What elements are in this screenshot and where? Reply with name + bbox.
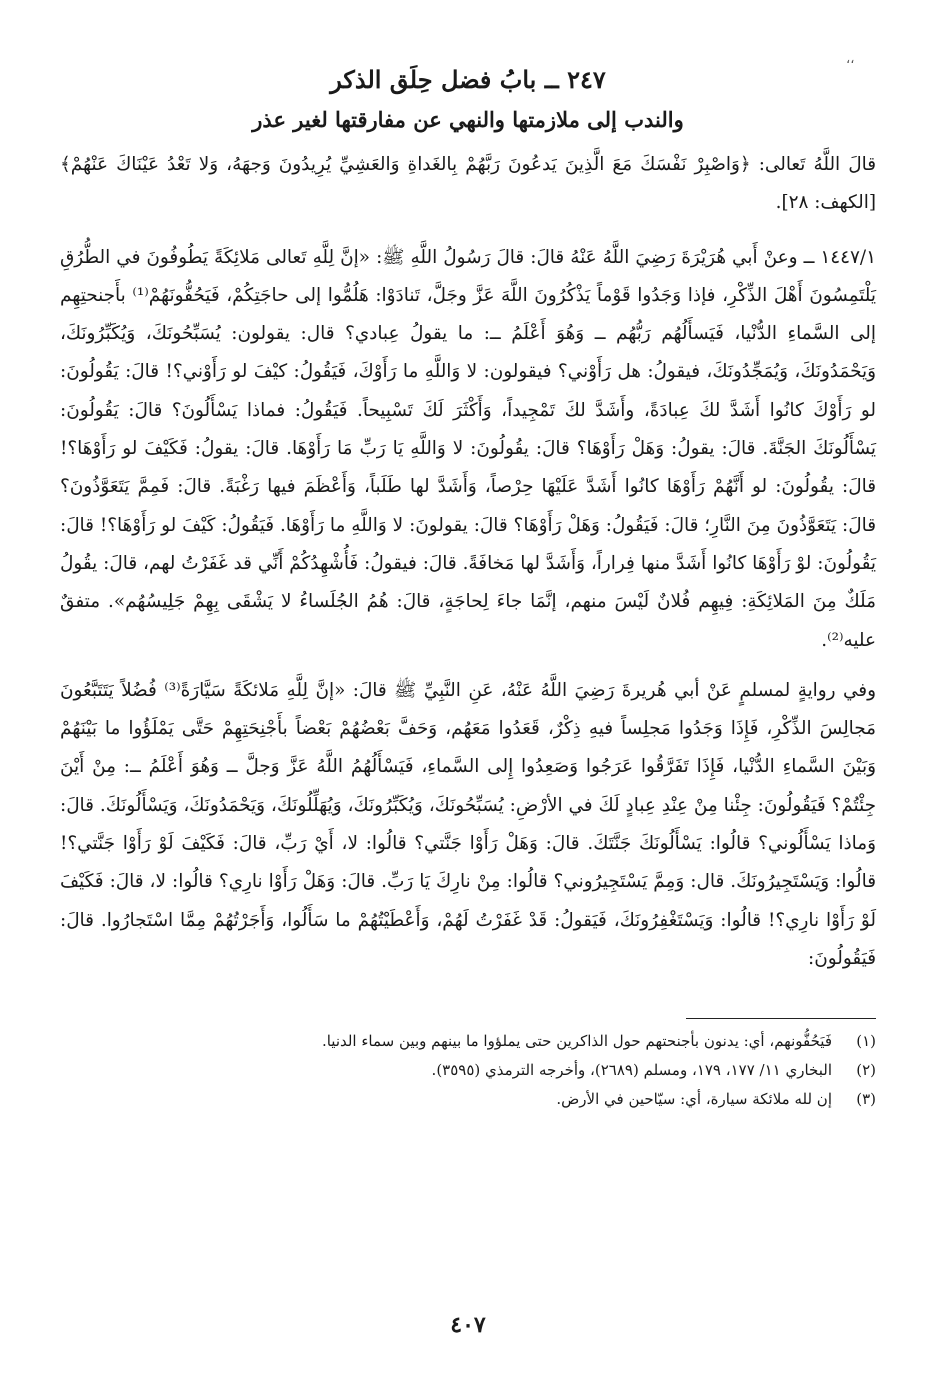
footnote-text: فَيَحُفُّونهم، أي: يدنون بأجنحتهم حول الذاكرين حتى يملؤوا ما بينهم وبين سماء الدنيا. xyxy=(321,1032,832,1051)
footnote-text: البخاري ١١/ ١٧٧، ١٧٩، ومسلم (٢٦٨٩)، وأخرجه الترمذي (٣٥٩٥). xyxy=(431,1061,832,1080)
corner-mark: ،، xyxy=(846,52,855,67)
footnote-divider xyxy=(686,1018,876,1019)
footnote-text: إن لله ملائكة سيارة، أي: سيّاحين في الأرض. xyxy=(556,1090,832,1109)
footnote-2 xyxy=(60,1056,876,1085)
footnote-1 xyxy=(60,1027,876,1056)
muslim-narration-paragraph: وفي روايةٍ لمسلمٍ عَنْ أبي هُريرةَ رَضِيَ اللَّهُ عَنْهُ، عَنِ النَّبِيِّ ﷺ قالَ: «إنَّ لِلَّهِ مَلائكَةً سَيَّارَةً⁽³⁾ فُضُلاً يَتَتَبَّعُونَ مَجالِسَ الذِّكْرِ، فَإِذَا وَجَدُوا مَجلِساً فيهِ ذِكْرٌ، قَعَدُوا مَعَهُم، وَحَفَّ بَعْضُهُمْ بَعْضاً بأَجْنِحَتِهِمْ حَتَّى يَمْلَؤُوا ما بَيْنَهُمْ وَبَيْنَ السَّماءِ الدُّنْيا، فَإِذَا تَفَرَّقُوا عَرَجُوا وَصَعِدُوا إِلى السَّماءِ، فَيَسْأَلُهُمُ اللَّهُ عَزَّ وَجلَّ ــ وَهُوَ أَعْلَمُ ــ: مِنْ أَيْنَ جِئْتُمْ؟ فَيَقُولُونَ: جِئْنا مِنْ عِنْدِ عِبادٍ لَكَ في الأرْضِ: يُسَبِّحُونَكَ، وَيُكَبِّرُونَكَ، وَيُهَلِّلُونَكَ، وَيَحْمَدُونَكَ، وَيَسْأَلُونَكَ. قالَ: وَماذا يَسْأَلُوني؟ قالُوا: يَسْأَلُونَكَ جَنَّتَكَ. قالَ: وَهَلْ رَأَوْا جَنَّتي؟ قالُوا: لا، أَيْ رَبِّ، قالَ: فَكَيْفَ لَوْ رَأَوْا جَنَّتي؟! قالُوا: وَيَسْتَجِيرُونَكَ. قال: وَمِمَّ يَسْتَجِيرُوني؟ قالُوا: مِنْ نارِكَ يَا رَبِّ. قالَ: وَهَلْ رَأَوْا نارِي؟ قالُوا: لا، قالَ: فَكَيْفَ لَوْ رَأَوْا نارِي؟! قالُوا: وَيَسْتَغْفِرُونَكَ، فَيَقولُ: قَدْ غَفَرْتُ لَهُمْ، وَأَعْطَيْتُهُمْ ما سَأَلُوا، وَأَجَرْتُهُمْ مِمَّا اسْتَجارُوا. قالَ: فَيَقُولُونَ: xyxy=(60,679,876,969)
footnote-3 xyxy=(60,1085,876,1114)
page-number: ٤٠٧ xyxy=(450,1312,486,1338)
footnotes xyxy=(60,1027,876,1114)
chapter-title: ٢٤٧ ــ بابُ فضل حِلَق الذكر xyxy=(330,65,606,94)
quran-verse-paragraph: قالَ اللَّهُ تَعالى: ﴿وَاصْبِرْ نَفْسَكَ مَعَ الَّذِينَ يَدعُونَ رَبَّهُمْ بِالغَداةِ وَالعَشِيِّ يُرِيدُونَ وَجهَهُ، وَلا تَعْدُ عَيْنَاكَ عَنْهُمْ﴾ [الكهف: ٢٨]. xyxy=(60,154,876,214)
footnote-number: (١) xyxy=(856,1032,876,1051)
footnote-number: (٢) xyxy=(856,1061,876,1080)
chapter-subtitle: والندب إلى ملازمتها والنهي عن مفارقتها لغير عذر xyxy=(252,107,684,132)
book-page xyxy=(60,40,876,1114)
footnote-number: (٣) xyxy=(856,1090,876,1109)
hadith-paragraph: ١٤٤٧/١ ــ وعنْ أَبي هُرَيْرَةَ رَضِيَ اللَّهُ عَنْهُ قالَ: قالَ رَسُولُ اللَّهِ ﷺ: «إنَّ لِلَّهِ تَعالى مَلائِكَةً يَطُوفُونَ في الطُّرُقِ يَلْتَمِسُونَ أَهْلَ الذِّكْرِ، فإذا وَجَدُوا قَوْماً يَذْكُرُونَ اللَّهَ عَزَّ وجَلَّ، تَنادَوْا: هَلُمُّوا إلى حاجَتِكُمْ، فَيَحُفُّونَهُمْ⁽¹⁾ بأَجنحتِهِم إلى السَّماءِ الدُّنْيا، فَيَسأَلُهُم رَبُّهُم ــ وَهُوَ أَعْلَمُ ــ: ما يقولُ عِبادي؟ قال: يقولون: يُسَبِّحُونَكَ، وَيُكَبِّرُونَكَ، وَيَحْمَدُونَكَ، وَيُمَجِّدُونَكَ، فيقولُ: هل رَأَوْني؟ فيقولون: لا وَاللَّهِ ما رَأَوْكَ، فَيَقُولُ: كيْفَ لو رَأَوْني؟! قالَ: يَقُولُونَ: لو رَأَوْكَ كانُوا أَشَدَّ لكَ عِبادَةً، وأَشَدَّ لكَ تَمْجِيداً، وَأَكْثَرَ لَكَ تَسْبِيحاً. فَيَقُولُ: فماذا يَسْأَلُونَ؟ قالَ: يَقُولُونَ: يَسْأَلُونَكَ الجَنَّةَ. قالَ: يقولُ: وَهَلْ رَأَوْهَا؟ قالَ: يقُولُونَ: لا وَاللَّهِ يَا رَبِّ مَا رَأَوْهَا. قالَ: يقولُ: فَكَيْفَ لو رَأَوْهَا؟! قالَ: يقُولُونَ: لو أَنَّهُمْ رَأَوْهَا كانُوا أَشَدَّ عَلَيْهَا حِرْصاً، وَأَشَدَّ لها طَلَباً، وَأَعْظَمَ فيها رَغْبَةً. قالَ: فَمِمَّ يَتَعَوَّذُونَ؟ قالَ: يَتَعَوَّذُونَ مِنَ النَّارِ؛ قالَ: فَيَقُولُ: وَهَلْ رَأَوْهَا؟ قالَ: يقولونَ: لا وَاللَّهِ ما رَأَوْهَا. فَيَقُولُ: كَيْفَ لو رَأَوْهَا؟! قالَ: يَقُولُونَ: لوْ رَأَوْهَا كانُوا أَشَدَّ منها فِراراً، وَأَشَدَّ لها مَخافَةً. قالَ: فيقولُ: فَأُشْهِدُكُمْ أَنِّي قد غَفَرْتُ لهم، قالَ: يقُولُ مَلَكٌ مِنَ المَلائِكَةِ: فِيهِم فُلانٌ لَيْسَ منهم، إنَّمَا جاءَ لِحاجَةٍ، قالَ: هُمُ الجُلَساءُ لا يَشْقَى بِهِمْ جَلِيسُهُم». متفقٌ عليه⁽²⁾. xyxy=(60,246,877,651)
